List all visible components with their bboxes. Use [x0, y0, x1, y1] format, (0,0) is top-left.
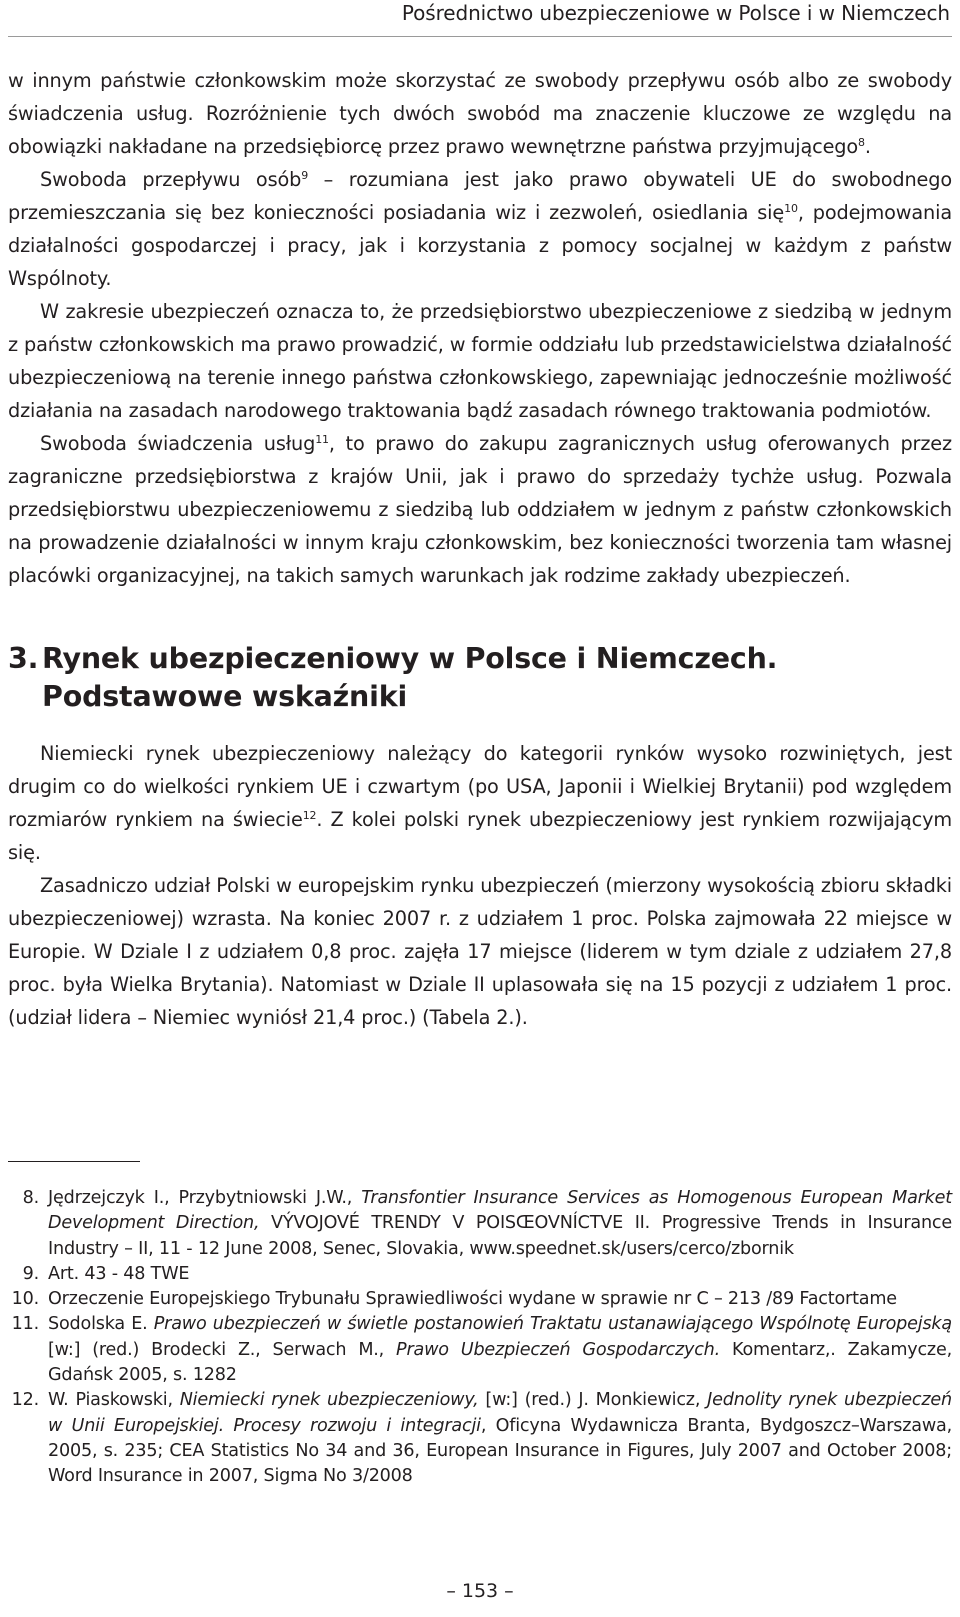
- footnote-11: [8, 1312, 952, 1388]
- footnote-rule: [8, 1161, 140, 1162]
- footnote-number: 10.: [11, 1289, 39, 1310]
- footnote-ref-12[interactable]: 12: [302, 809, 317, 822]
- footnote-9: [8, 1262, 952, 1287]
- paragraph-1: w innym państwie członkowskim może skorzystać ze swobody przepływu osób albo ze swobody świadczenia usług. Rozróżnienie tych dwóch swobód ma znaczenie kluczowe ze względu na obowiązki nakładane na przedsiębiorcę przez prawo wewnętrzne państwa przyjmującego$^8$.: [8, 69, 952, 158]
- footnote-12: [8, 1388, 952, 1489]
- footnote-number: 12.: [11, 1390, 39, 1411]
- footnote-text: Orzeczenie Europejskiego Trybunału Sprawiedliwości wydane w sprawie nr C – 213 /89 Factortame: [48, 1289, 897, 1310]
- footnote-text: Sodolska E. Prawo ubezpieczeń w świetle postanowień Traktatu ustanawiającego Wspólnotę Europejską [w:] (red.) Brodecki Z., Serwach M., Prawo Ubezpieczeń Gospodarczych. Komentarz,. Zakamycze, Gdańsk 2005, s. 1282: [48, 1314, 952, 1386]
- page-number: – 153 –: [446, 1580, 514, 1602]
- footnote-10: [8, 1287, 952, 1312]
- section-number: 3.: [8, 642, 39, 675]
- footnote-text: W. Piaskowski, Niemiecki rynek ubezpieczeniowy, [w:] (red.) J. Monkiewicz, Jednolity rynek ubezpieczeń w Unii Europejskiej. Procesy rozwoju i integracji, Oficyna Wydawnicza Branta, Bydgoszcz–Warszawa, 2005, s. 235; CEA Statistics No 34 and 36, European Insurance in Figures, July 2007 and October 2008; Word Insurance in 2007, Sigma No 3/2008: [48, 1390, 952, 1487]
- footnote-text: Jędrzejczyk I., Przybytniowski J.W., Transfontier Insurance Services as Homogenous European Market Development Direction, VÝVOJOVÉ TRENDY V POISŒOVNÍCTVE II. Progressive Trends in Insurance Industry – II, 11 - 12 June 2008, Senec, Slovakia, www.speednet.sk/users/cerco/zbornik: [48, 1188, 953, 1259]
- section-title-line2: Podstawowe wskaźniki: [42, 680, 408, 713]
- running-header: Pośrednictwo ubezpieczeniowe w Polsce i w Niemczech: [401, 1, 950, 25]
- footnote-number: 9.: [22, 1263, 39, 1284]
- paragraph-6: Zasadniczo udział Polski w europejskim rynku ubezpieczeń (mierzony wysokością zbioru składki ubezpieczeniowej) wzrasta. Na koniec 2007 r. z udziałem 1 proc. Polska zajmowała 22 miejsce w Europie. W Dziale I z udziałem 0,8 proc. zajęła 17 miejsce (liderem w tym dziale z udziałem 27,8 proc. była Wielka Brytania). Natomiast w Dziale II uplasowała się na 15 pozycji z udziałem 1 proc. (udział lidera – Niemiec wyniósł 21,4 proc.) (Tabela 2.).: [8, 874, 952, 1029]
- footnotes: [8, 1186, 952, 1490]
- section-heading: [8, 640, 952, 716]
- footnote-ref-9[interactable]: 9: [301, 169, 309, 182]
- footnote-ref-10[interactable]: 10: [784, 202, 798, 215]
- paragraph-5: Niemiecki rynek ubezpieczeniowy należący do kategorii rynków wysoko rozwiniętych, jest drugim co do wielkości rynkiem UE i czwartym (po USA, Japonii i Wielkiej Brytanii) pod względem rozmiarów rynkiem na świecie$^{12}$. Z kolei polski rynek ubezpieczeniowy jest rynkiem rozwijającym się.: [8, 742, 952, 864]
- paragraph-4: Swoboda świadczenia usług$^{11}$, to prawo do zakupu zagranicznych usług oferowanych przez zagraniczne przedsiębiorstwa z krajów Unii, jak i prawo do sprzedaży tychże usług. Pozwala przedsiębiorstwu ubezpieczeniowemu z siedzibą lub oddziałem w jednym z państw członkowskich na prowadzenie działalności w innym kraju członkowskim, bez konieczności tworzenia tam własnej placówki organizacyjnej, na takich samych warunkach jak rodzime zakłady ubezpieczeń.: [8, 432, 952, 587]
- paragraph-2: Swoboda przepływu osób$^9$ – rozumiana jest jako prawo obywateli UE do swobodnego przemieszczania się bez konieczności posiadania wiz i zezwoleń, osiedlania się$^{10}$, podejmowania działalności gospodarczej i pracy, jak i korzystania z pomocy socjalnej w każdym z państw Wspólnoty.: [8, 168, 953, 290]
- footnote-number: 8.: [22, 1188, 39, 1208]
- section-title-line1: Rynek ubezpieczeniowy w Polsce i Niemczech.: [42, 642, 778, 675]
- footnote-text: Art. 43 - 48 TWE: [48, 1263, 190, 1284]
- footnote-ref-8[interactable]: 8: [858, 136, 865, 149]
- footnote-ref-11[interactable]: 11: [315, 433, 329, 446]
- footnote-number: 11.: [11, 1314, 39, 1335]
- footnote-8: [8, 1186, 952, 1262]
- header-rule: [8, 36, 952, 37]
- paragraph-3: W zakresie ubezpieczeń oznacza to, że przedsiębiorstwo ubezpieczeniowe z siedzibą w jednym z państw członkowskich ma prawo prowadzić, w formie oddziału lub przedstawicielstwa działalność ubezpieczeniową na terenie innego państwa członkowskiego, zapewniając jednocześnie możliwość działania na zasadach narodowego traktowania bądź zasadach równego traktowania podmiotów.: [8, 300, 952, 422]
- main-text: [8, 64, 952, 1034]
